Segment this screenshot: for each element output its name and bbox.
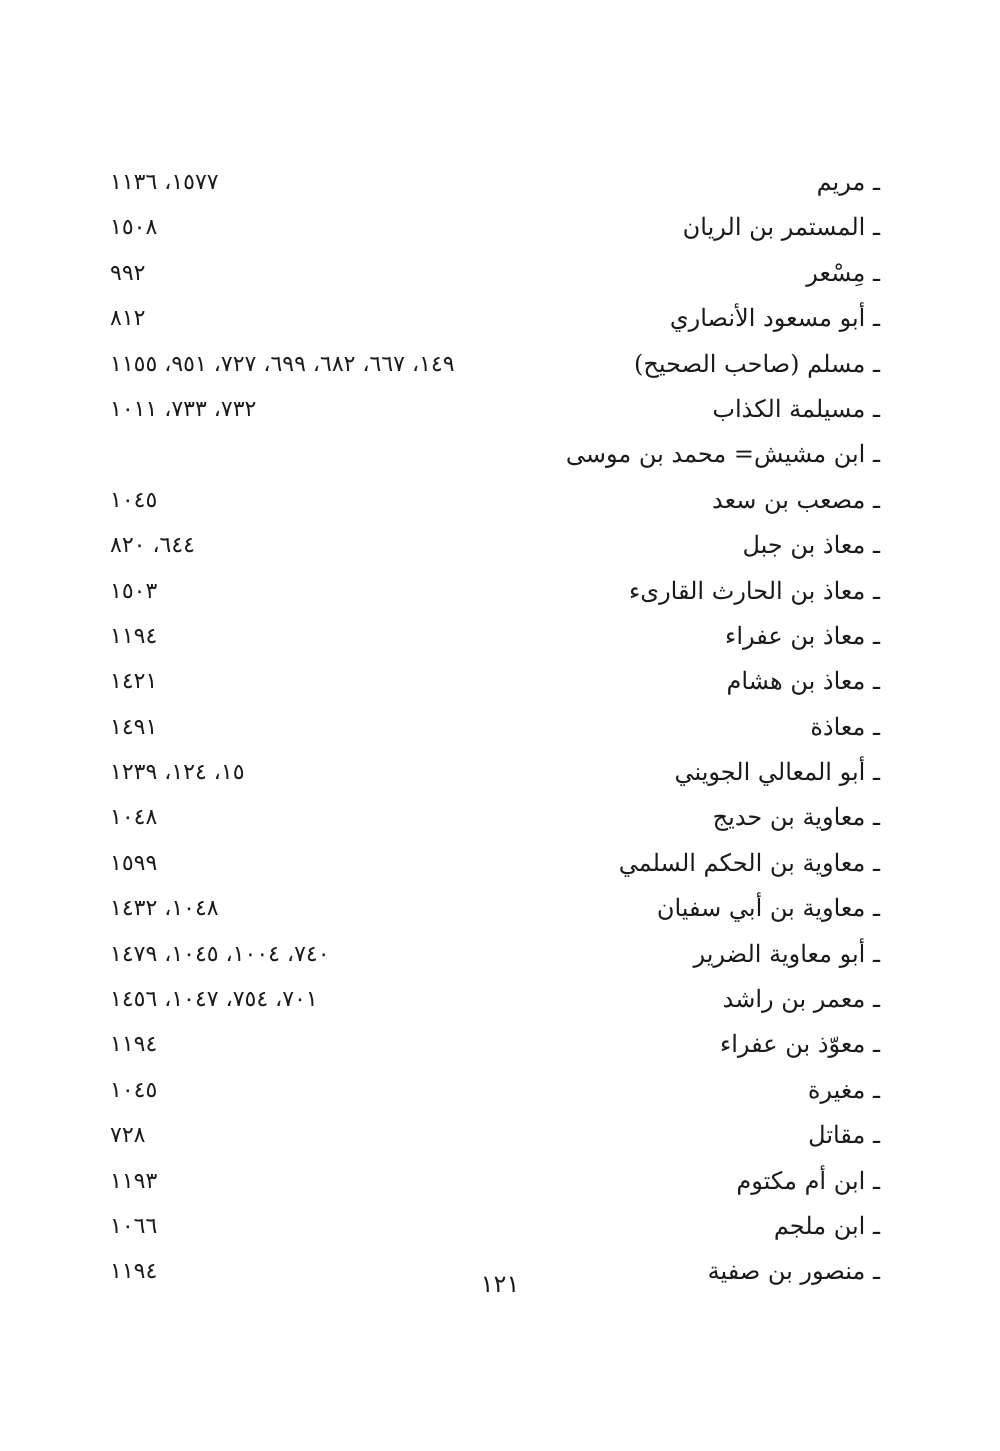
entry-name: ـ أبو المعالي الجويني: [674, 758, 880, 787]
entry-pages: ١١٩٤: [110, 1032, 158, 1058]
entry-name: ـ معاذة: [810, 712, 880, 741]
entry-name: ـ معوّذ بن عفراء: [719, 1030, 880, 1059]
entry-pages: ١٠٤٥: [110, 487, 158, 513]
index-entry: [110, 478, 880, 523]
entry-pages: ١٠٤٥: [110, 1077, 158, 1103]
entry-name: ـ معاذ بن عفراء: [725, 621, 880, 650]
entry-name: ـ معاذ بن هشام: [726, 667, 880, 696]
index-entry: [110, 523, 880, 568]
entry-pages: ١٠٤٨: [110, 805, 158, 831]
entry-name: ـ ابن ملجم: [773, 1211, 880, 1240]
index-entry: [110, 750, 880, 795]
entry-pages: ١١٩٣: [110, 1168, 158, 1194]
entry-pages: ٧٢٨: [110, 1123, 146, 1149]
index-entry: [110, 705, 880, 750]
entry-pages: ١٠٤٨، ١٤٣٢: [110, 896, 219, 922]
entry-pages: ١٠٦٦: [110, 1213, 158, 1239]
entry-name: ـ معاوية بن أبي سفيان: [656, 894, 880, 923]
entry-pages: ١٤٢١: [110, 669, 158, 695]
entry-name: ـ مِسْعر: [806, 258, 880, 287]
index-entry: [110, 342, 880, 387]
entry-pages: ١٥، ١٢٤، ١٢٣٩: [110, 760, 245, 786]
entry-name: ـ معمر بن راشد: [722, 985, 880, 1014]
index-entry: [110, 1204, 880, 1249]
index-entry: [110, 432, 880, 477]
entry-pages: ٧٣٢، ٧٣٣، ١٠١١: [110, 396, 257, 422]
entry-pages: ١١٩٤: [110, 1259, 158, 1285]
index-entry: [110, 1159, 880, 1204]
index-entry: [110, 296, 880, 341]
index-entry: [110, 1068, 880, 1113]
entry-pages: ١٤٩١: [110, 714, 158, 740]
page-number: ١٢١: [480, 1270, 520, 1298]
entry-pages: ٧٠١، ٧٥٤، ١٠٤٧، ١٤٥٦: [110, 987, 318, 1013]
index-entry: [110, 977, 880, 1022]
index-list: [110, 160, 880, 1295]
entry-pages: ١٥٩٩: [110, 850, 158, 876]
entry-pages: ١٥٠٨: [110, 215, 158, 241]
entry-pages: ٦٤٤، ٨٢٠: [110, 533, 195, 559]
index-entry: [110, 886, 880, 931]
entry-pages: ١٤٩، ٦٦٧، ٦٨٢، ٦٩٩، ٧٢٧، ٩٥١، ١١٥٥: [110, 351, 455, 377]
entry-name: ـ معاوية بن الحكم السلمي: [618, 848, 880, 877]
index-entry: [110, 841, 880, 886]
index-entry: [110, 160, 880, 205]
index-entry: [110, 795, 880, 840]
entry-pages: ١٥٧٧، ١١٣٦: [110, 170, 219, 195]
entry-name: ـ مريم: [816, 168, 880, 196]
index-entry: [110, 659, 880, 704]
entry-name: ـ ابن مشيش= محمد بن موسى: [565, 440, 880, 469]
entry-pages: ١٥٠٣: [110, 578, 158, 604]
entry-name: ـ مصعب بن سعد: [712, 485, 880, 514]
index-entry: [110, 251, 880, 296]
index-entry: [110, 569, 880, 614]
entry-name: ـ أبو مسعود الأنصاري: [669, 304, 880, 333]
index-entry: [110, 614, 880, 659]
entry-name: ـ معاوية بن حديج: [712, 803, 880, 832]
index-entry: [110, 1113, 880, 1158]
entry-pages: ٩٩٢: [110, 260, 146, 286]
index-entry: [110, 1022, 880, 1067]
index-entry: [110, 387, 880, 432]
entry-name: ـ أبو معاوية الضرير: [693, 939, 880, 968]
index-entry: [110, 932, 880, 977]
entry-name: ـ منصور بن صفية: [707, 1257, 880, 1286]
entry-pages: ٨١٢: [110, 306, 146, 332]
entry-name: ـ ابن أم مكتوم: [736, 1166, 880, 1195]
entry-name: ـ معاذ بن الحارث القارىء: [629, 576, 880, 605]
entry-name: ـ مغيرة: [807, 1075, 880, 1104]
entry-name: ـ مسلم (صاحب الصحيح): [634, 349, 880, 378]
entry-name: ـ المستمر بن الريان: [682, 213, 880, 242]
entry-pages: ٧٤٠، ١٠٠٤، ١٠٤٥، ١٤٧٩: [110, 941, 330, 967]
entry-name: ـ معاذ بن جبل: [742, 531, 880, 560]
entry-name: ـ مقاتل: [808, 1121, 880, 1150]
index-entry: [110, 205, 880, 250]
entry-pages: ١١٩٤: [110, 623, 158, 649]
entry-name: ـ مسيلمة الكذاب: [712, 394, 880, 423]
